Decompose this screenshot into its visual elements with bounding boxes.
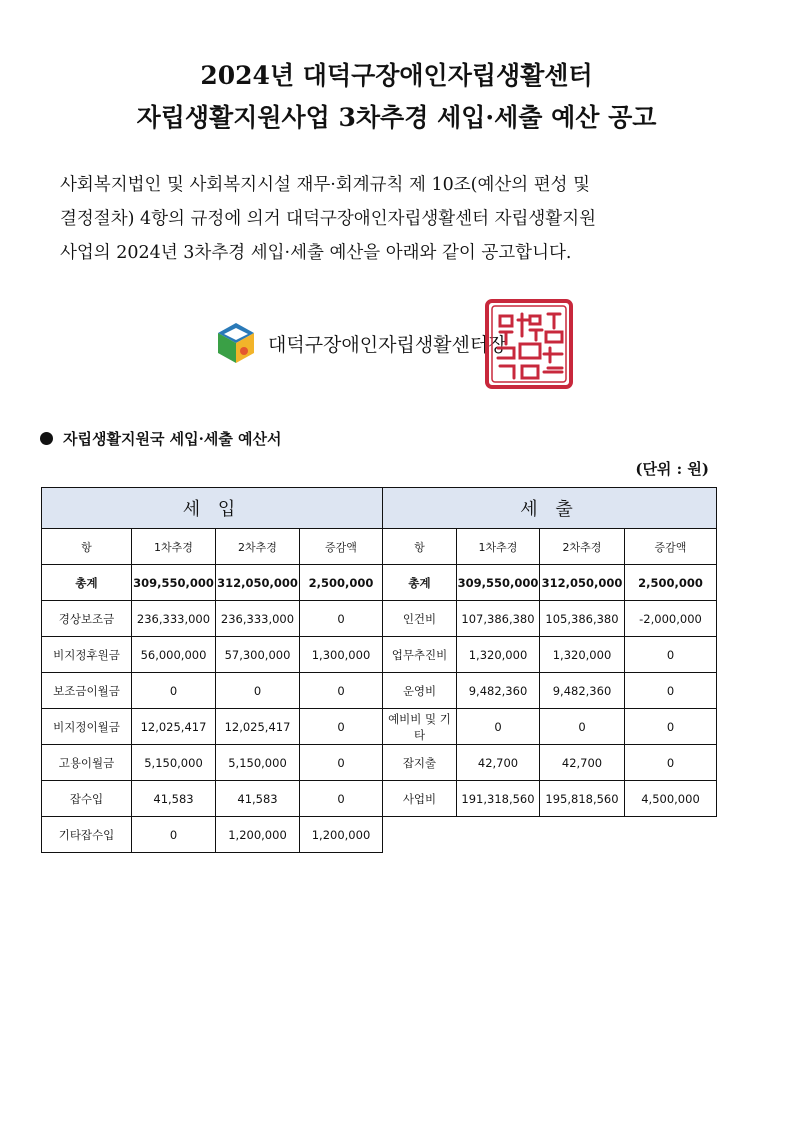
income-value: 12,025,417 [216,709,300,745]
column-header: 증감액 [625,529,717,565]
income-value: 0 [300,673,383,709]
expense-item: 예비비 및 기타 [383,709,457,745]
expense-value: 0 [540,709,625,745]
income-item: 비지정이월금 [42,709,132,745]
expense-item: 사업비 [383,781,457,817]
expense-value: 1,320,000 [457,637,540,673]
organization-name: 대덕구장애인자립생활센터장 [268,333,507,356]
expense-value: 9,482,360 [457,673,540,709]
table-row [42,709,717,745]
empty-cell [383,817,457,853]
expense-value: 42,700 [540,745,625,781]
income-value: 5,150,000 [132,745,216,781]
expense-value: 9,482,360 [540,673,625,709]
expense-value: 0 [457,709,540,745]
expense-value: 105,386,380 [540,601,625,637]
income-value: 236,333,000 [132,601,216,637]
income-value: 56,000,000 [132,637,216,673]
income-value: 5,150,000 [216,745,300,781]
income-value: 0 [300,709,383,745]
column-header: 증감액 [300,529,383,565]
income-value: 2,500,000 [300,565,383,601]
column-header: 2차추경 [540,529,625,565]
column-header: 2차추경 [216,529,300,565]
income-value: 57,300,000 [216,637,300,673]
income-value: 0 [300,781,383,817]
bullet-icon [40,432,53,445]
income-value: 236,333,000 [216,601,300,637]
column-header: 1차추경 [457,529,540,565]
column-header: 1차추경 [132,529,216,565]
income-item: 총계 [42,565,132,601]
income-value: 1,300,000 [300,637,383,673]
unit-label: (단위 : 원) [635,460,709,478]
expense-item: 인건비 [383,601,457,637]
income-value: 41,583 [132,781,216,817]
income-value: 0 [132,817,216,853]
expense-item: 운영비 [383,673,457,709]
income-value: 309,550,000 [132,565,216,601]
income-value: 41,583 [216,781,300,817]
expense-value: 1,320,000 [540,637,625,673]
empty-cell [625,817,717,853]
expense-item: 업무추진비 [383,637,457,673]
income-item: 잡수입 [42,781,132,817]
expense-value: 191,318,560 [457,781,540,817]
income-value: 0 [300,601,383,637]
expense-value: 0 [625,745,717,781]
cube-logo-icon [214,321,258,365]
expense-value: 2,500,000 [625,565,717,601]
organization-signature [214,318,507,368]
red-seal-stamp [484,298,574,390]
expense-header: 세 출 [383,488,717,529]
expense-value: 0 [625,673,717,709]
income-header: 세 입 [42,488,383,529]
expense-value: 0 [625,709,717,745]
income-value: 0 [132,673,216,709]
table-row [42,781,717,817]
column-header: 항 [42,529,132,565]
income-value: 1,200,000 [216,817,300,853]
intro-line: 사업의 2024년 3차추경 세입·세출 예산을 아래와 같이 공고합니다. [60,243,572,263]
expense-value: 309,550,000 [457,565,540,601]
budget-table [41,487,717,853]
income-item: 비지정후원금 [42,637,132,673]
expense-item: 잡지출 [383,745,457,781]
expense-item: 총계 [383,565,457,601]
table-row [42,745,717,781]
intro-line: 사회복지법인 및 사회복지시설 재무·회계규칙 제 10조(예산의 편성 및 [60,175,591,195]
expense-value: 312,050,000 [540,565,625,601]
section-heading [40,428,282,449]
income-item: 경상보조금 [42,601,132,637]
table-row [42,637,717,673]
expense-value: 4,500,000 [625,781,717,817]
empty-cell [540,817,625,853]
table-row [42,601,717,637]
income-value: 312,050,000 [216,565,300,601]
table-row [42,817,717,853]
document-title-line1: 2024년 대덕구장애인자립생활센터 [200,61,593,90]
expense-value: 42,700 [457,745,540,781]
expense-value: -2,000,000 [625,601,717,637]
intro-paragraph [60,168,740,270]
expense-value: 195,818,560 [540,781,625,817]
income-value: 0 [300,745,383,781]
column-header: 항 [383,529,457,565]
income-item: 기타잡수입 [42,817,132,853]
income-value: 0 [216,673,300,709]
document-title-line2: 자립생활지원사업 3차추경 세입·세출 예산 공고 [136,103,657,132]
income-value: 1,200,000 [300,817,383,853]
table-row [42,673,717,709]
income-item: 보조금이월금 [42,673,132,709]
expense-value: 0 [625,637,717,673]
section-title: 자립생활지원국 세입·세출 예산서 [63,430,282,448]
empty-cell [457,817,540,853]
income-item: 고용이월금 [42,745,132,781]
table-row [42,565,717,601]
expense-value: 107,386,380 [457,601,540,637]
income-value: 12,025,417 [132,709,216,745]
intro-line: 결정절차) 4항의 규정에 의거 대덕구장애인자립생활센터 자립생활지원 [60,209,597,229]
